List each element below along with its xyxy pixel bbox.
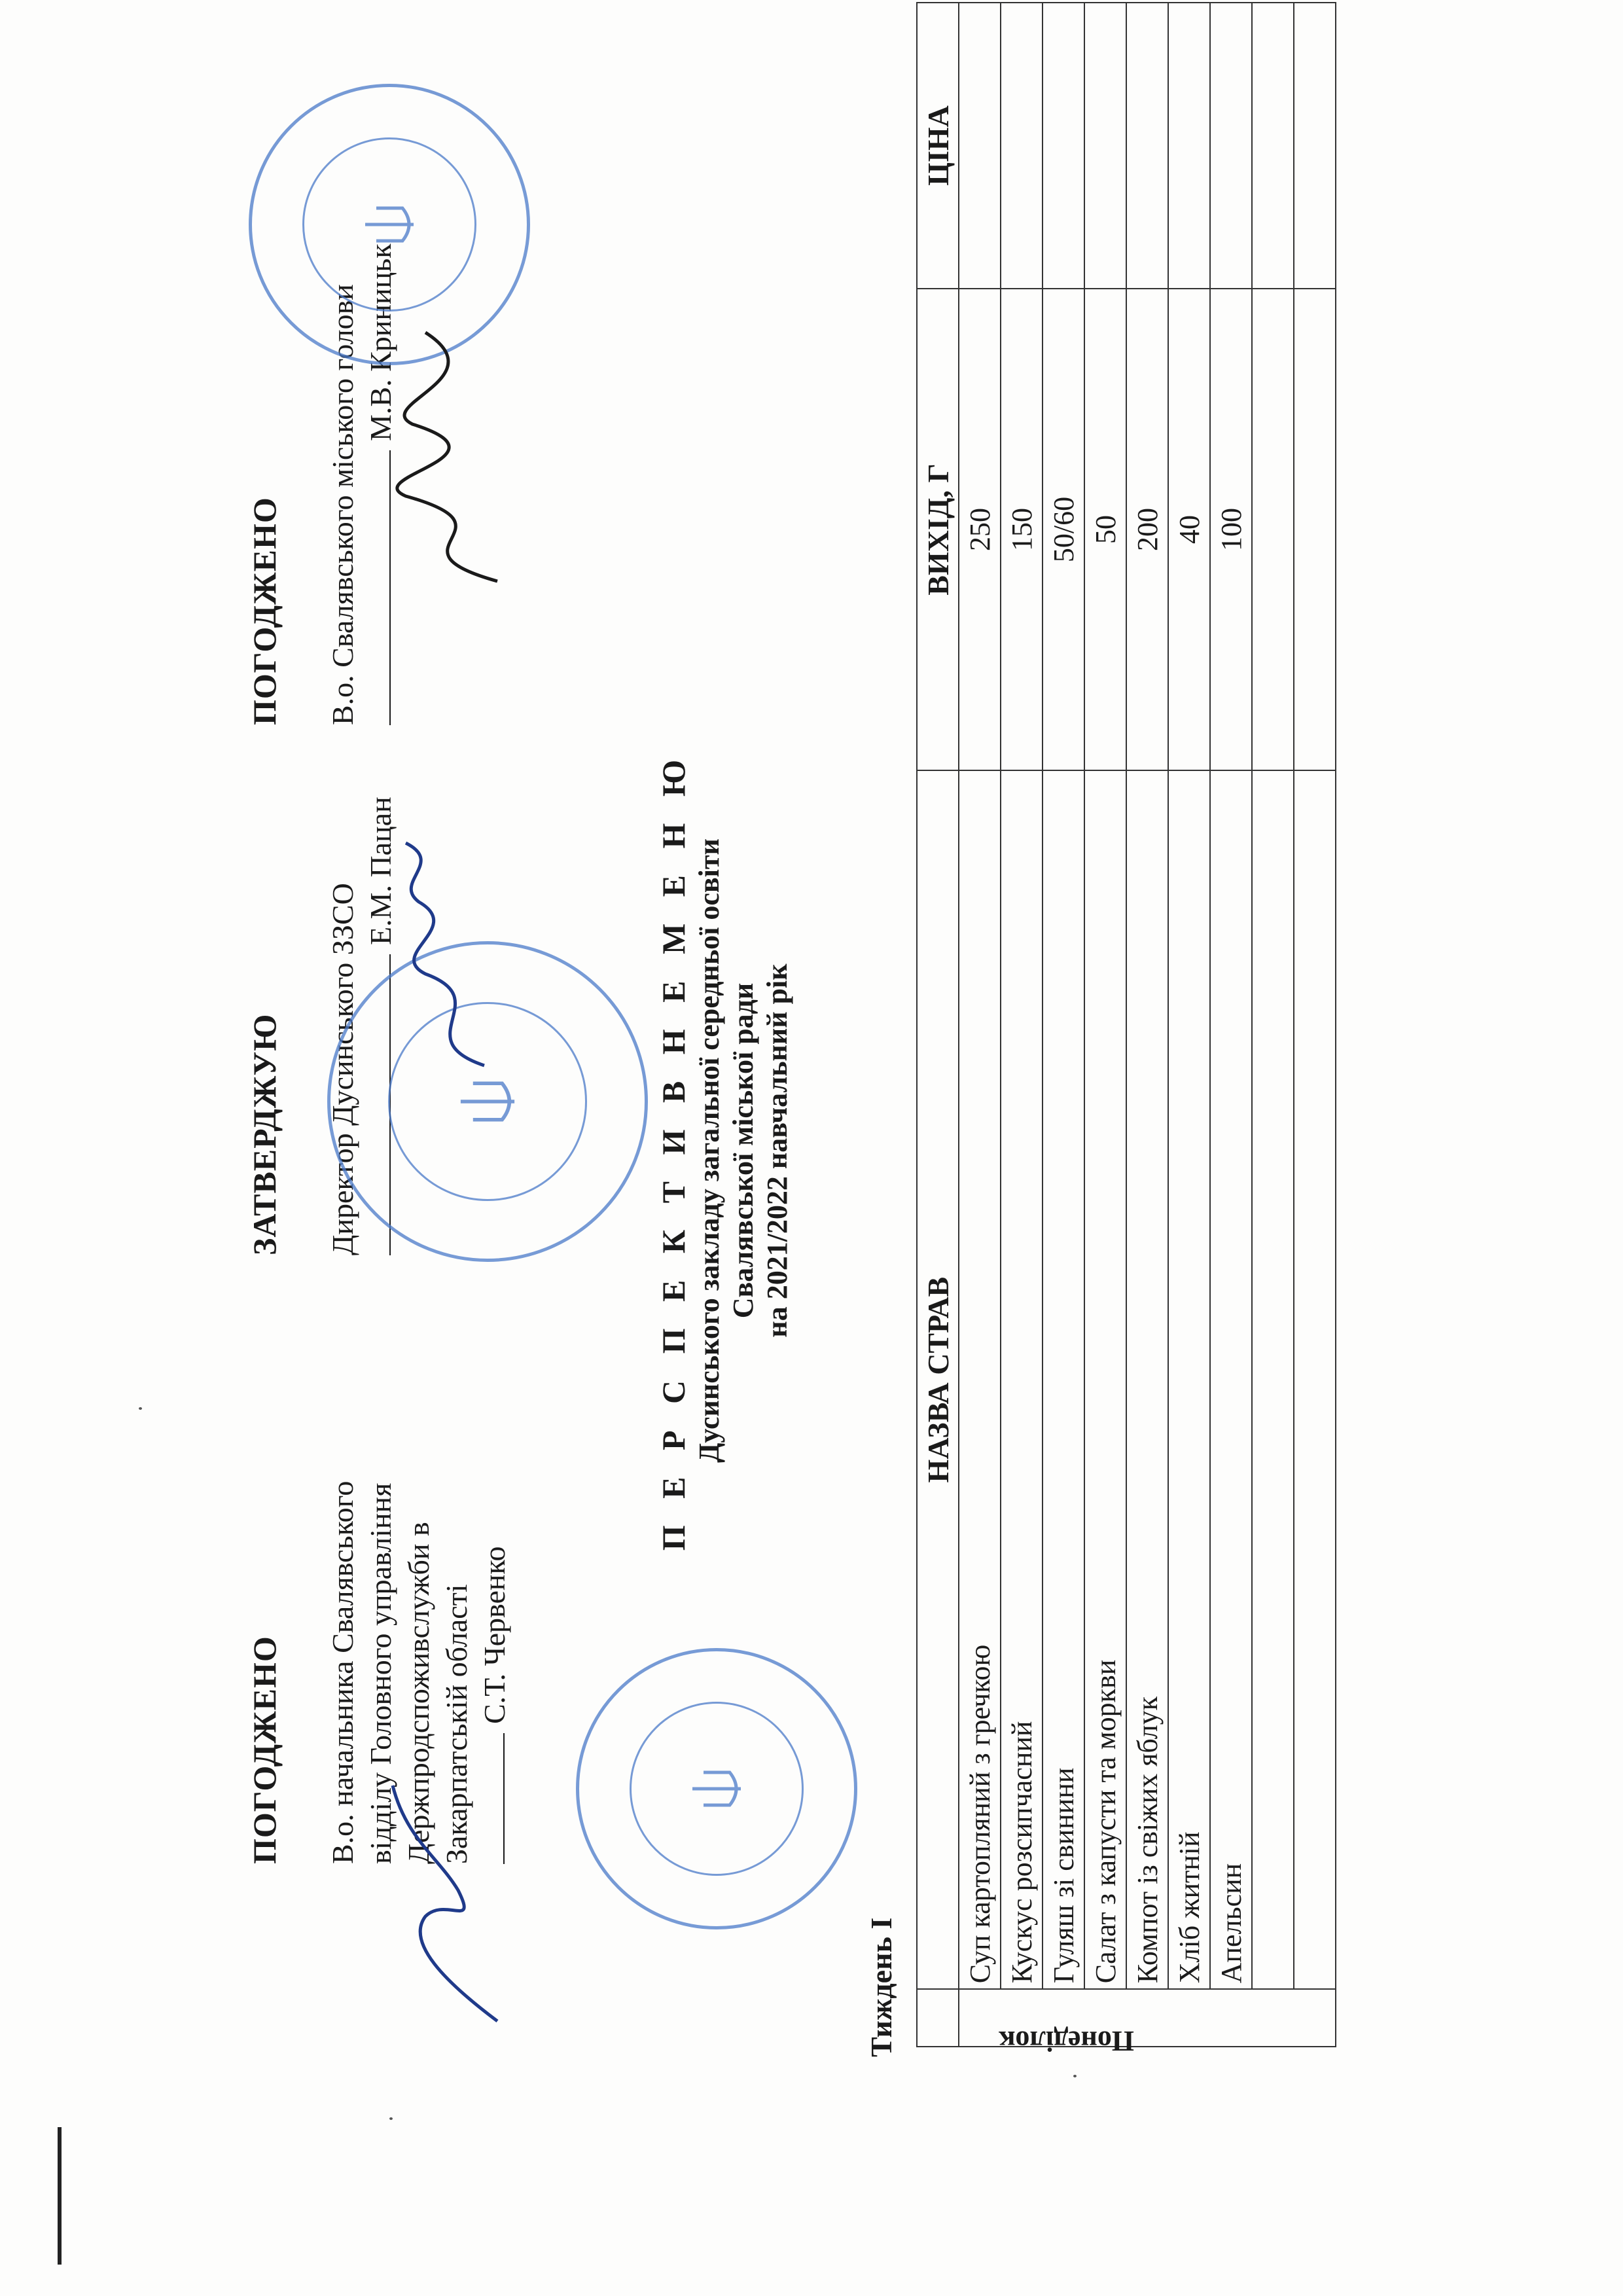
table-row [1252,3,1294,2047]
yield-cell: 150 [1001,289,1043,770]
header-yield: ВИХІД, Г [917,289,959,770]
dish-cell: Кускус розсипчасний [1001,770,1043,1989]
menu-table [916,2,1336,2057]
menu-title [654,725,794,1576]
yield-cell: 200 [1126,289,1168,770]
price-cell [959,3,1001,289]
middle-line-1: Директор Дусинського ЗЗСО [326,883,359,1255]
stamp-right-center [302,137,476,312]
table-body [959,3,1336,2057]
price-cell [1210,3,1252,289]
header-day [917,1989,959,2047]
trident-emblem-icon [360,195,419,254]
table-row [1168,3,1210,2047]
title-line-1: Дусинського закладу загальної середньої освіти [693,838,725,1463]
day-label: Понеділок [999,2025,1135,2057]
left-line-1: В.о. начальника Свалявського [326,1480,359,1864]
left-signer: С.Т. Червенко [478,1546,511,1724]
price-cell [1043,3,1084,289]
trident-emblem-icon [687,1759,746,1818]
table-row [959,3,1001,2047]
yield-cell: 50 [1084,289,1126,770]
dish-cell: Суп картопляний з гречкою [959,770,1001,1989]
signature-right [366,319,537,594]
price-cell [1001,3,1043,289]
table-row [1126,3,1168,2047]
trident-emblem-icon [455,1069,520,1134]
price-cell [1126,3,1168,289]
yield-cell: 100 [1210,289,1252,770]
yield-cell [1294,289,1336,770]
day-cell [959,1989,1336,2057]
table-header-row [917,3,959,2047]
table-row [1001,3,1043,2047]
stamp-left-center [630,1702,804,1876]
price-cell [1252,3,1294,289]
middle-heading: ЗАТВЕРДЖУЮ [246,1013,283,1255]
right-heading: ПОГОДЖЕНО [246,497,283,725]
yield-cell: 50/60 [1043,289,1084,770]
title-line-3: на 2021/2022 навчальний рік [761,963,793,1338]
price-cell [1084,3,1126,289]
yield-cell [1252,289,1294,770]
right-line-1: В.о. Свалявського міського голови [326,284,359,725]
dish-cell [1252,770,1294,1989]
price-cell [1294,3,1336,289]
dish-cell [1294,770,1336,1989]
table-row [1294,3,1336,2047]
dish-cell: Компот із свіжих яблук [1126,770,1168,1989]
right-signer: М.В. Криницьк [364,243,397,441]
left-line-3: Держпродспоживслужби в [402,1522,435,1864]
header-dish: НАЗВА СТРАВ [917,770,959,1989]
dish-cell: Хліб житній [1168,770,1210,1989]
signature-left [366,1759,524,2034]
signature-middle [366,830,524,1079]
table-row [1043,3,1084,2047]
left-line-2: відділу Головного управління [364,1482,397,1864]
official-stamp-left [576,1648,857,1929]
price-cell [1168,3,1210,289]
dish-cell: Гуляш зі свинини [1043,770,1084,1989]
left-heading: ПОГОДЖЕНО [246,1636,283,1864]
dish-cell: Салат з капусти та моркви [1084,770,1126,1989]
yield-cell: 40 [1168,289,1210,770]
dish-cell: Апельсин [1210,770,1252,1989]
table-row [1210,3,1252,2047]
title-main: П Е Р С П Е К Т И В Н Е М Е Н Ю [655,750,692,1551]
title-line-2: Свалявської міської ради [727,982,759,1319]
week-label: Тиждень І [865,1917,898,2057]
header-price: ЦІНА [917,3,959,289]
middle-signer: Е.М. Пацан [364,797,397,945]
yield-cell: 250 [959,289,1001,770]
table-row [1084,3,1126,2047]
left-line-4: Закарпатській області [440,1584,473,1864]
